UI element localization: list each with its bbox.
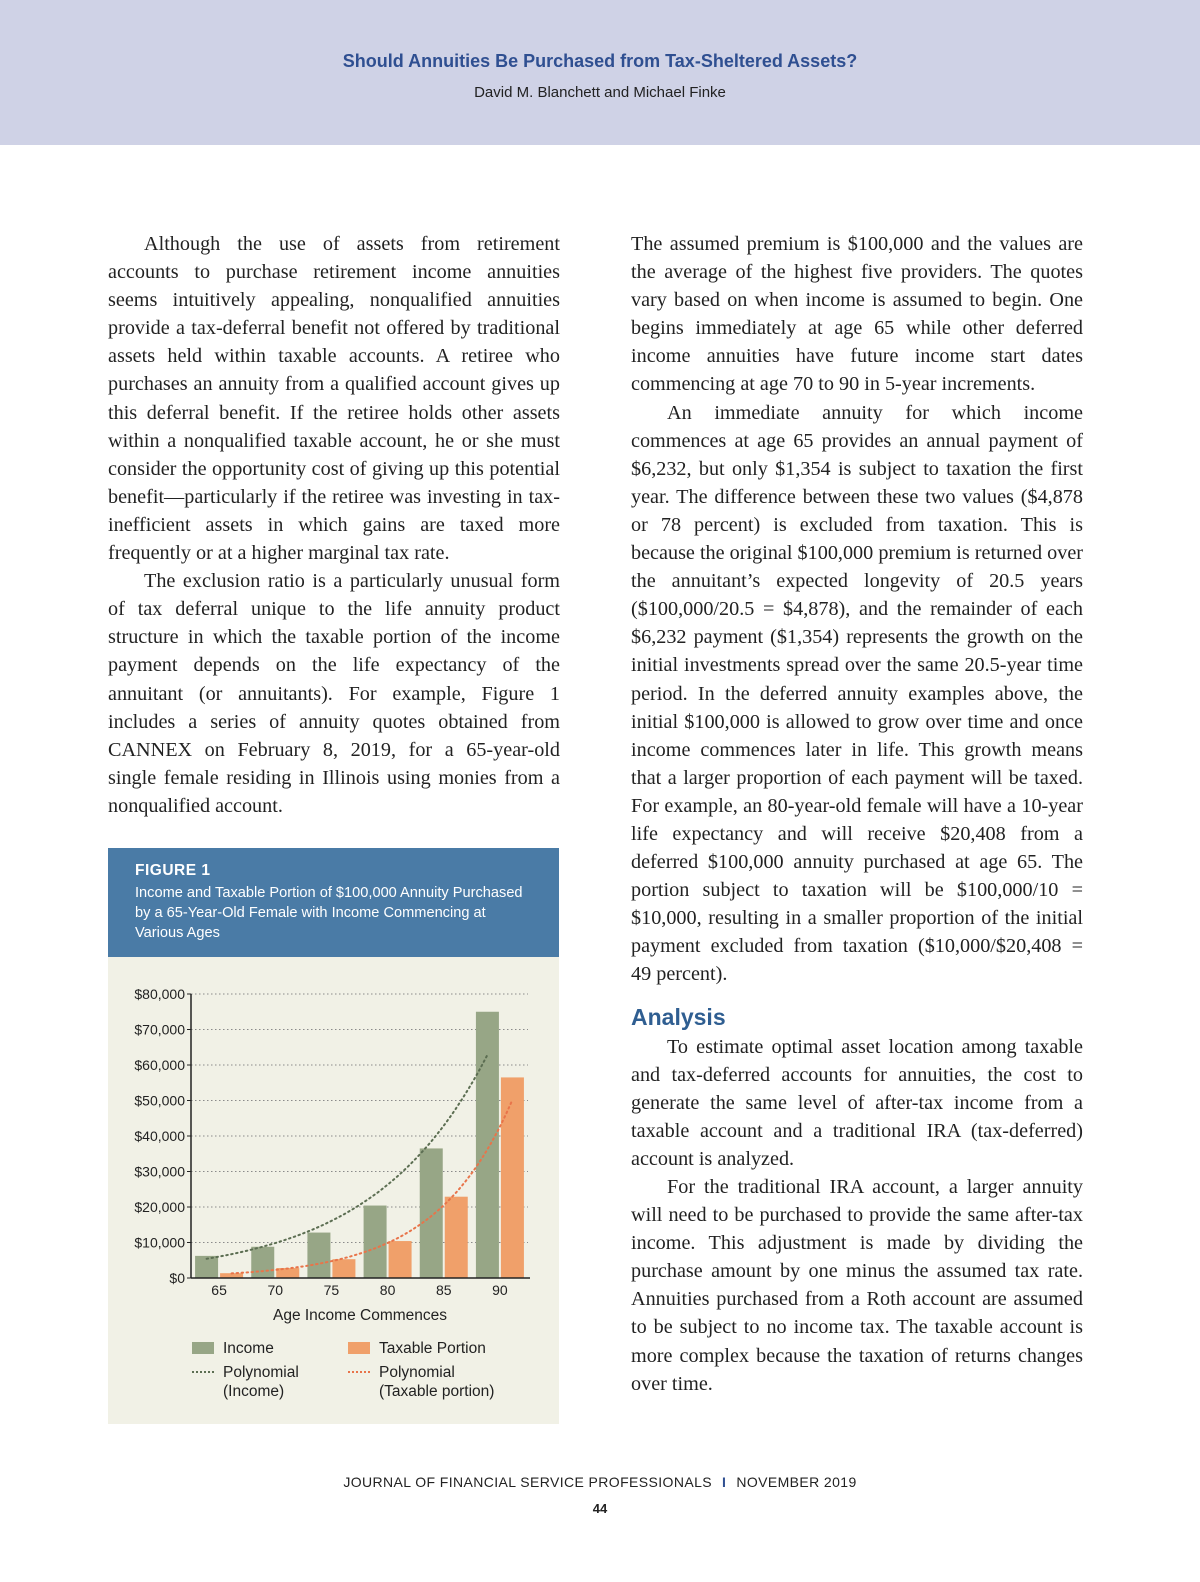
y-tick-label: $80,000 <box>134 986 185 1002</box>
taxable-bar <box>332 1259 355 1278</box>
figure-caption: Income and Taxable Portion of $100,000 Annuity Purchased by a 65-Year-Old Female with Income Commencing at Various Ages <box>135 885 523 941</box>
y-tick-label: $50,000 <box>134 1092 185 1109</box>
paragraph: The exclusion ratio is a particularly unusual form of tax deferral unique to the life annuity product structure in which the taxable portion of the income payment depends on the life expectancy of the annuitant (or annuitants). For example, Figure 1 includes a series of annuity quotes obtained from CANNEX on February 8, 2019, for a 65-year-old single female residing in Illinois using monies from a nonqualified account. <box>108 570 560 817</box>
legend-poly-income-label-2: (Income) <box>223 1383 285 1400</box>
paragraph: Although the use of assets from retirement accounts to purchase retirement income annuities seems intuitively appealing, nonqualified annuities provide a tax-deferral benefit not offered by traditional assets held within taxable accounts. A retiree who purchases an annuity from a qualified account gives up this deferral benefit. If the retiree holds other assets within a nonqualified taxable account, he or she must consider the opportunity cost of giving up this potential benefit—particularly if the retiree was investing in tax-inefficient assets in which gains are taxed more frequently or at a higher marginal tax rate. <box>108 233 560 565</box>
income-bar <box>476 1012 499 1278</box>
income-bar <box>251 1247 274 1278</box>
x-tick-label: 65 <box>211 1282 227 1298</box>
page-number: 44 <box>592 1501 608 1516</box>
x-tick-label: 85 <box>435 1282 452 1298</box>
legend-poly-income-line <box>192 1371 214 1373</box>
y-tick-label: $60,000 <box>134 1057 185 1073</box>
paragraph: To estimate optimal asset location among taxable and tax-deferred accounts for annuities, the cost to generate the same level of after-tax income from a taxable account and a traditional IRA (tax-deferred) account is analyzed. <box>631 1035 1083 1170</box>
left-column <box>108 230 560 820</box>
y-tick-label: $30,000 <box>134 1163 185 1180</box>
legend-poly-income <box>192 1363 332 1403</box>
legend-poly-income-label-1: Polynomial <box>223 1364 299 1381</box>
taxable-bar <box>501 1077 524 1278</box>
legend-taxable-swatch <box>348 1342 370 1354</box>
y-tick-label: $20,000 <box>134 1199 185 1215</box>
x-tick-label: 75 <box>323 1282 340 1298</box>
legend-poly-taxable-line <box>348 1371 370 1373</box>
taxable-bar <box>445 1197 468 1278</box>
issue-date: NOVEMBER 2019 <box>736 1474 857 1490</box>
header-band <box>0 0 1200 145</box>
right-column <box>631 230 1083 1398</box>
income-bar <box>420 1148 443 1278</box>
x-tick-label: 90 <box>492 1282 508 1298</box>
page-footer <box>0 1474 1200 1490</box>
article-title: Should Annuities Be Purchased from Tax-Sheltered Assets? <box>342 51 858 71</box>
y-tick-label: $40,000 <box>134 1128 185 1144</box>
y-tick-label: $70,000 <box>134 1021 185 1038</box>
figure-1 <box>108 848 559 1424</box>
legend-poly-taxable-label-1: Polynomial <box>379 1364 455 1381</box>
paragraph: An immediate annuity for which income commences at age 65 provides an annual payment of $6,232, but only $1,354 is subject to taxation the first year. The difference between these two values ($4,878 or 78 percent) is excluded from taxation. This is because the original $100,000 premium is returned over the annuitant’s expected longevity of 20.5 years ($100,000/20.5 = $4,878), and the remainder of each $6,232 payment ($1,354) represents the growth on the initial investments spread over the same 20.5-year time period. In the deferred annuity examples above, the initial $100,000 is allowed to grow over time and once income commences later in life. This growth means that a larger proportion of each payment will be taxed. For example, an 80-year-old female will have a 10-year life expectancy and will receive $20,408 from a deferred $100,000 annuity purchased at age 65. The portion subject to taxation will be $100,000/10 = $10,000, resulting in a smaller proportion of the initial payment excluded from taxation ($10,000/$20,408 = 49 percent). <box>631 401 1083 986</box>
legend-income <box>192 1339 322 1359</box>
legend-income-swatch <box>192 1342 214 1354</box>
legend-taxable <box>348 1339 538 1359</box>
journal-name: JOURNAL OF FINANCIAL SERVICE PROFESSIONALS <box>343 1474 713 1490</box>
article-authors: David M. Blanchett and Michael Finke <box>474 84 726 101</box>
x-tick-label: 70 <box>267 1282 284 1298</box>
figure-label: FIGURE 1 <box>135 862 211 879</box>
legend-taxable-label: Taxable Portion <box>379 1340 486 1357</box>
legend-poly-taxable <box>348 1363 538 1403</box>
legend-income-label: Income <box>223 1340 274 1357</box>
analysis-heading: Analysis <box>631 1003 726 1030</box>
y-tick-label: $10,000 <box>134 1234 185 1251</box>
taxable-bar <box>276 1268 299 1278</box>
taxable-bar <box>389 1241 412 1278</box>
y-tick-label: $0 <box>169 1270 185 1286</box>
footer-separator: I <box>722 1474 727 1490</box>
legend-poly-taxable-label-2: (Taxable portion) <box>379 1383 495 1400</box>
x-axis-title: Age Income Commences <box>272 1307 448 1324</box>
paragraph: The assumed premium is $100,000 and the values are the average of the highest five providers. The quotes vary based on when income is assumed to begin. One begins immediately at age 65 while other deferred income annuities have future income start dates commencing at age 70 to 90 in 5-year increments. <box>631 233 1083 396</box>
annuity-bar-chart <box>108 848 559 1424</box>
income-bar <box>307 1233 330 1278</box>
income-bar <box>364 1206 387 1278</box>
x-tick-label: 80 <box>379 1282 396 1298</box>
paragraph: For the traditional IRA account, a larger annuity will need to be purchased to provide the same after-tax income. This adjustment is made by dividing the purchase amount by one minus the assumed tax rate. Annuities purchased from a Roth account are assumed to be subject to no income tax. The taxable account is more complex because the taxation of returns changes over time. <box>631 1176 1083 1395</box>
